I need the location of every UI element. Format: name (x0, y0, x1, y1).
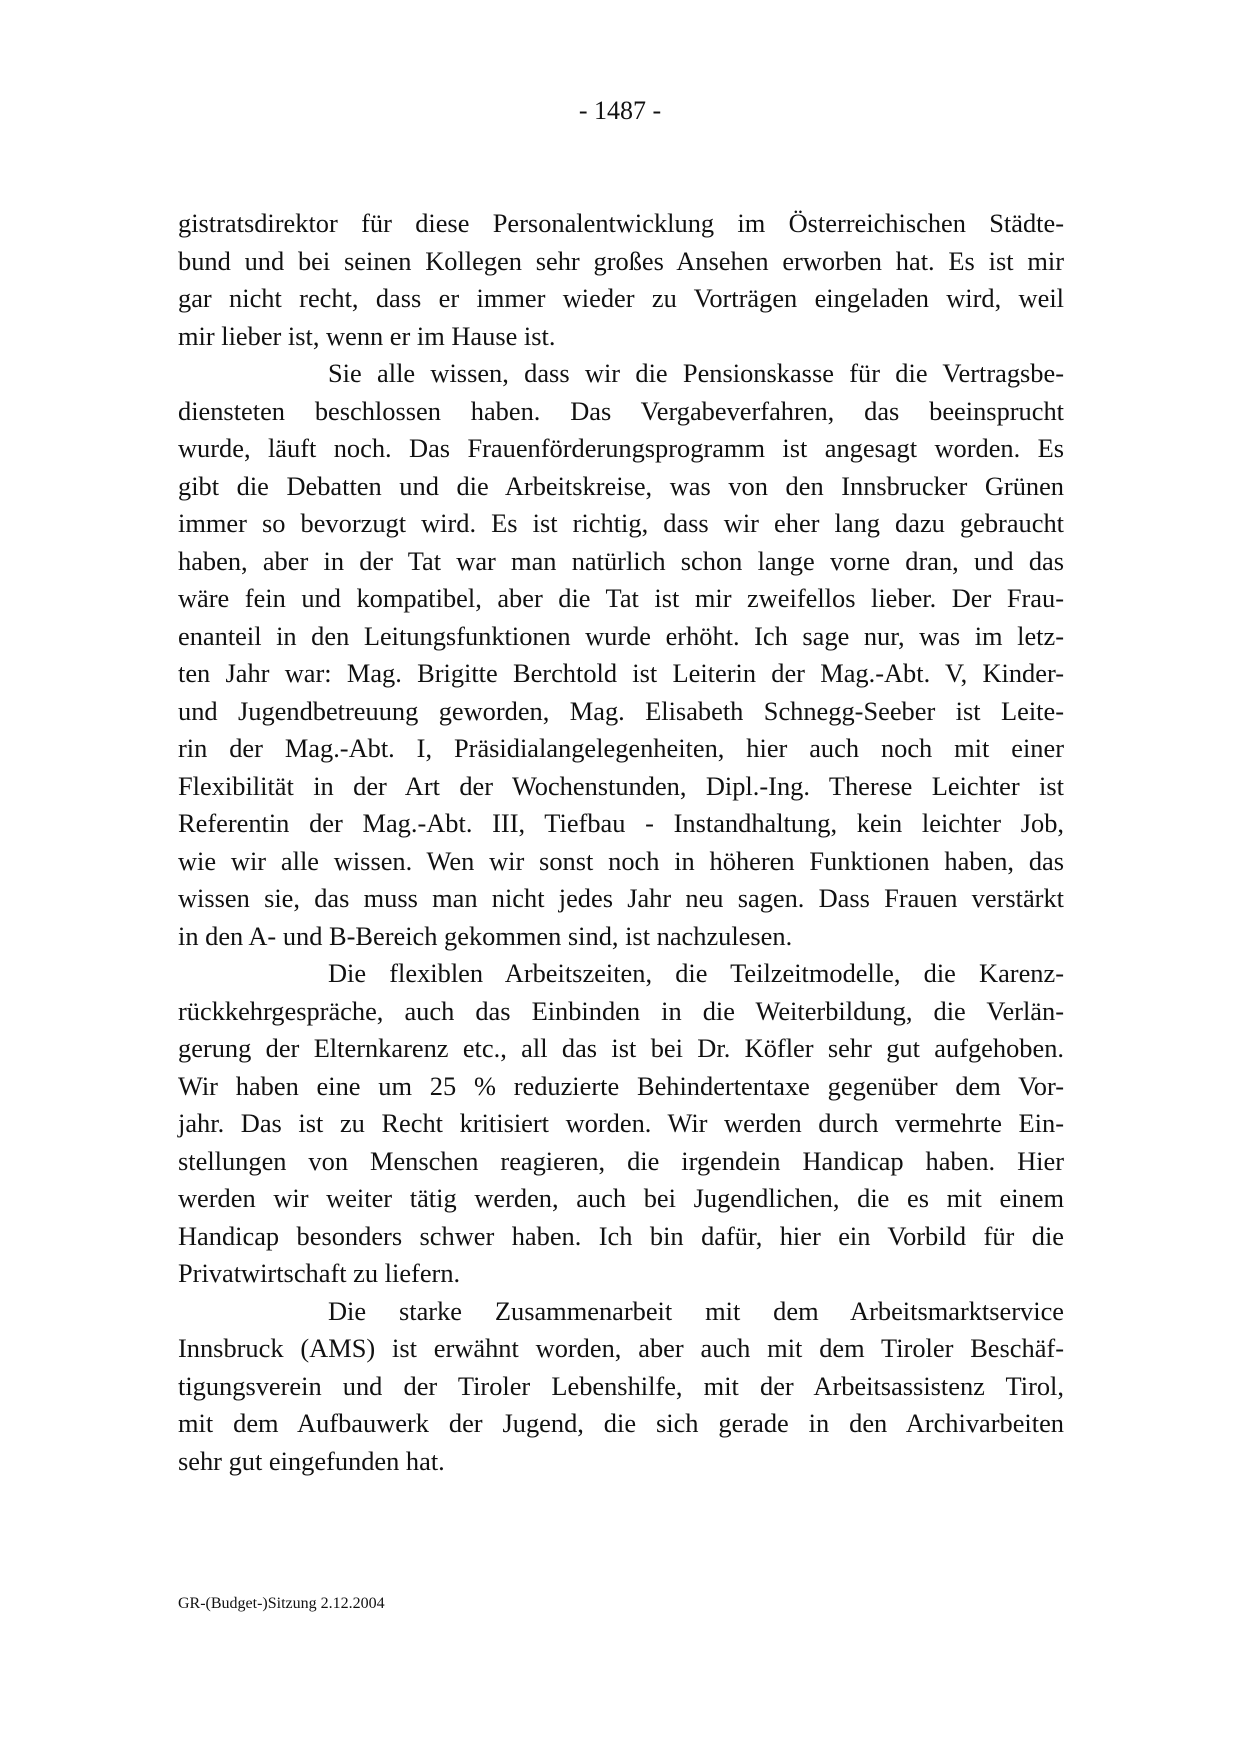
text-line: rin der Mag.-Abt. I, Präsidialangelegenheiten, hier auch noch mit einer (178, 733, 1064, 763)
text-line: gerung der Elternkarenz etc., all das ist bei Dr. Köfler sehr gut aufgehoben. (178, 1033, 1064, 1063)
document-body (178, 205, 1064, 1480)
text-line: rückkehrgespräche, auch das Einbinden in die Weiterbildung, die Verlän- (178, 995, 1064, 1026)
text-line: und Jugendbetreuung geworden, Mag. Elisabeth Schnegg-Seeber ist Leite- (178, 695, 1064, 726)
text-line: Referentin der Mag.-Abt. III, Tiefbau - Instandhaltung, kein leichter Job, (178, 808, 1064, 838)
paragraph-2 (178, 355, 1064, 955)
text-line: Sie alle wissen, dass wir die Pensionskasse für die Vertragsbe- (328, 358, 1064, 388)
text-line: wäre fein und kompatibel, aber die Tat ist mir zweifellos lieber. Der Frau- (178, 583, 1064, 613)
text-line: immer so bevorzugt wird. Es ist richtig, dass wir eher lang dazu gebraucht (178, 508, 1064, 538)
text-line: jahr. Das ist zu Recht kritisiert worden. Wir werden durch vermehrte Ein- (178, 1108, 1064, 1138)
text-line: Flexibilität in der Art der Wochenstunden, Dipl.-Ing. Therese Leichter ist (178, 770, 1064, 801)
text-line: wissen sie, das muss man nicht jedes Jahr neu sagen. Dass Frauen verstärkt (178, 883, 1064, 913)
text-line: in den A- und B-Bereich gekommen sind, ist nachzulesen. (178, 920, 793, 951)
text-line: tigungsverein und der Tiroler Lebenshilfe, mit der Arbeitsassistenz Tirol, (178, 1370, 1064, 1401)
text-line: werden wir weiter tätig werden, auch bei Jugendlichen, die es mit einem (178, 1183, 1064, 1213)
text-line: gistratsdirektor für diese Personalentwicklung im Österreichischen Städte- (178, 208, 1064, 238)
text-line: diensteten beschlossen haben. Das Vergabeverfahren, das beeinsprucht (178, 395, 1064, 426)
paragraph-4 (178, 1293, 1064, 1481)
page-number: - 1487 - (578, 96, 662, 125)
text-line: enanteil in den Leitungsfunktionen wurde erhöht. Ich sage nur, was im letz- (178, 620, 1064, 651)
text-line: gibt die Debatten und die Arbeitskreise, was von den Innsbrucker Grünen (178, 470, 1064, 501)
text-line: stellungen von Menschen reagieren, die irgendein Handicap haben. Hier (178, 1145, 1064, 1176)
text-line: wie wir alle wissen. Wen wir sonst noch in höheren Funktionen haben, das (178, 845, 1064, 876)
text-line: mit dem Aufbauwerk der Jugend, die sich gerade in den Archivarbeiten (178, 1408, 1064, 1438)
text-line: Innsbruck (AMS) ist erwähnt worden, aber auch mit dem Tiroler Beschäf- (178, 1333, 1064, 1363)
text-line: Die starke Zusammenarbeit mit dem Arbeitsmarktservice (328, 1295, 1064, 1326)
text-line: mir lieber ist, wenn er im Hause ist. (178, 320, 556, 351)
text-line: ten Jahr war: Mag. Brigitte Berchtold ist Leiterin der Mag.-Abt. V, Kinder- (178, 658, 1064, 688)
text-line: gar nicht recht, dass er immer wieder zu Vorträgen eingeladen wird, weil (178, 283, 1064, 313)
paragraph-1 (178, 205, 1064, 355)
text-line: Privatwirtschaft zu liefern. (178, 1258, 461, 1288)
text-line: Die flexiblen Arbeitszeiten, die Teilzeitmodelle, die Karenz- (328, 958, 1064, 988)
text-line: bund und bei seinen Kollegen sehr großes Ansehen erworben hat. Es ist mir (178, 245, 1064, 276)
page-footer: GR-(Budget-)Sitzung 2.12.2004 (178, 1595, 385, 1612)
text-line: haben, aber in der Tat war man natürlich schon lange vorne dran, und das (178, 545, 1064, 576)
paragraph-3 (178, 955, 1064, 1293)
text-line: wurde, läuft noch. Das Frauenförderungsprogramm ist angesagt worden. Es (178, 433, 1064, 463)
text-line: Wir haben eine um 25 % reduzierte Behindertentaxe gegenüber dem Vor- (178, 1070, 1064, 1101)
text-line: Handicap besonders schwer haben. Ich bin dafür, hier ein Vorbild für die (178, 1220, 1064, 1251)
text-line: sehr gut eingefunden hat. (178, 1445, 445, 1476)
